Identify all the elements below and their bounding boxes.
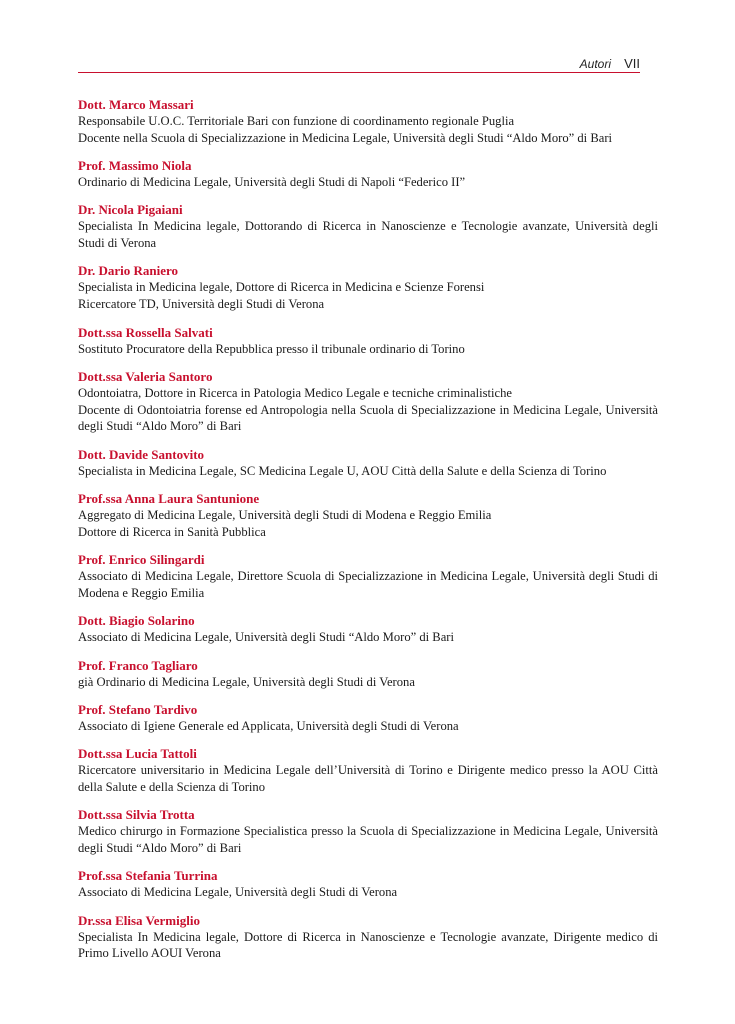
author-name: Prof.ssa Anna Laura Santunione [78,491,260,507]
author-name: Prof. Franco Tagliaro [78,657,198,673]
author-affiliation: Associato di Igiene Generale ed Applicata, Università degli Studi di Verona [78,718,459,733]
author-entry [78,324,658,358]
author-name: Dott. Marco Massari [78,97,194,112]
author-affiliation: Ricercatore universitario in Medicina Legale dell’Università di Torino e Dirigente medico presso la AOU Città della Salute e della Scienza di Torino [78,763,658,794]
author-entry [78,745,658,796]
author-entry [78,368,658,435]
author-name: Dott.ssa Rossella Salvati [78,324,213,340]
header-rule [78,72,640,73]
author-entry [78,701,658,735]
page-number: VII [624,56,640,71]
author-affiliation: già Ordinario di Medicina Legale, Università degli Studi di Verona [78,674,415,689]
author-entry [78,201,658,252]
author-name: Dott.ssa Lucia Tattoli [78,746,197,762]
author-name: Dr. Dario Raniero [78,263,179,279]
author-affiliation: Associato di Medicina Legale, Direttore Scuola di Specializzazione in Medicina Legale, Università degli Studi di Modena e Reggio Emilia [78,569,658,600]
author-affiliation: Associato di Medicina Legale, Università degli Studi “Aldo Moro” di Bari [78,630,454,645]
author-affiliation: Sostituto Procuratore della Repubblica presso il tribunale ordinario di Torino [78,341,465,356]
author-entry [78,612,658,646]
author-entry [78,96,658,147]
author-affiliation: Dottore di Ricerca in Sanità Pubblica [78,524,266,539]
author-affiliation: Specialista in Medicina legale, Dottore di Ricerca in Medicina e Scienze Forensi [78,280,485,295]
author-entry [78,912,658,963]
author-name: Dr. Nicola Pigaiani [78,202,183,218]
author-name: Dott.ssa Silvia Trotta [78,807,195,823]
author-entry [78,551,658,602]
author-affiliation: Associato di Medicina Legale, Università degli Studi di Verona [78,885,398,900]
author-affiliation: Docente di Odontoiatria forense ed Antropologia nella Scuola di Specializzazione in Medicina Legale, Università degli Studi “Aldo Moro” di Bari [78,402,658,434]
author-entry [78,657,658,691]
author-affiliation: Specialista in Medicina Legale, SC Medicina Legale U, AOU Città della Salute e della Scienza di Torino [78,463,607,478]
author-entry [78,490,658,541]
author-affiliation: Ricercatore TD, Università degli Studi di Verona [78,297,325,312]
author-affiliation: Specialista In Medicina legale, Dottore di Ricerca in Nanoscienze e Tecnologie avanzate, Dirigente medico di Primo Livello AOUI Verona [78,929,658,961]
author-name: Dott. Biagio Solarino [78,613,195,629]
author-affiliation: Aggregato di Medicina Legale, Università degli Studi di Modena e Reggio Emilia [78,508,492,523]
author-affiliation: Responsabile U.O.C. Territoriale Bari con funzione di coordinamento regionale Puglia [78,114,515,128]
author-name: Prof. Massimo Niola [78,158,192,174]
author-name: Prof. Stefano Tardivo [78,701,198,717]
author-list [78,96,658,973]
author-entry [78,446,658,480]
author-affiliation: Odontoiatra, Dottore in Ricerca in Patologia Medico Legale e tecniche criminalistiche [78,385,512,400]
author-name: Dott. Davide Santovito [78,446,205,462]
author-entry [78,867,658,901]
author-name: Dr.ssa Elisa Vermiglio [78,912,200,928]
author-name: Dott.ssa Valeria Santoro [78,368,213,384]
author-affiliation: Medico chirurgo in Formazione Specialistica presso la Scuola di Specializzazione in Medicina Legale, Università degli Studi “Aldo Moro” di Bari [78,824,658,856]
author-affiliation: Ordinario di Medicina Legale, Università degli Studi di Napoli “Federico II” [78,175,466,190]
author-entry [78,806,658,857]
author-affiliation: Specialista In Medicina legale, Dottorando di Ricerca in Nanoscienze e Tecnologie avanzate, Università degli Studi di Verona [78,219,658,251]
author-name: Prof. Enrico Silingardi [78,552,205,568]
author-entry [78,157,658,191]
author-name: Prof.ssa Stefania Turrina [78,868,218,884]
author-entry [78,262,658,313]
running-title: Autori [579,57,611,71]
author-affiliation: Docente nella Scuola di Specializzazione in Medicina Legale, Università degli Studi “Aldo Moro” di Bari [78,130,613,145]
